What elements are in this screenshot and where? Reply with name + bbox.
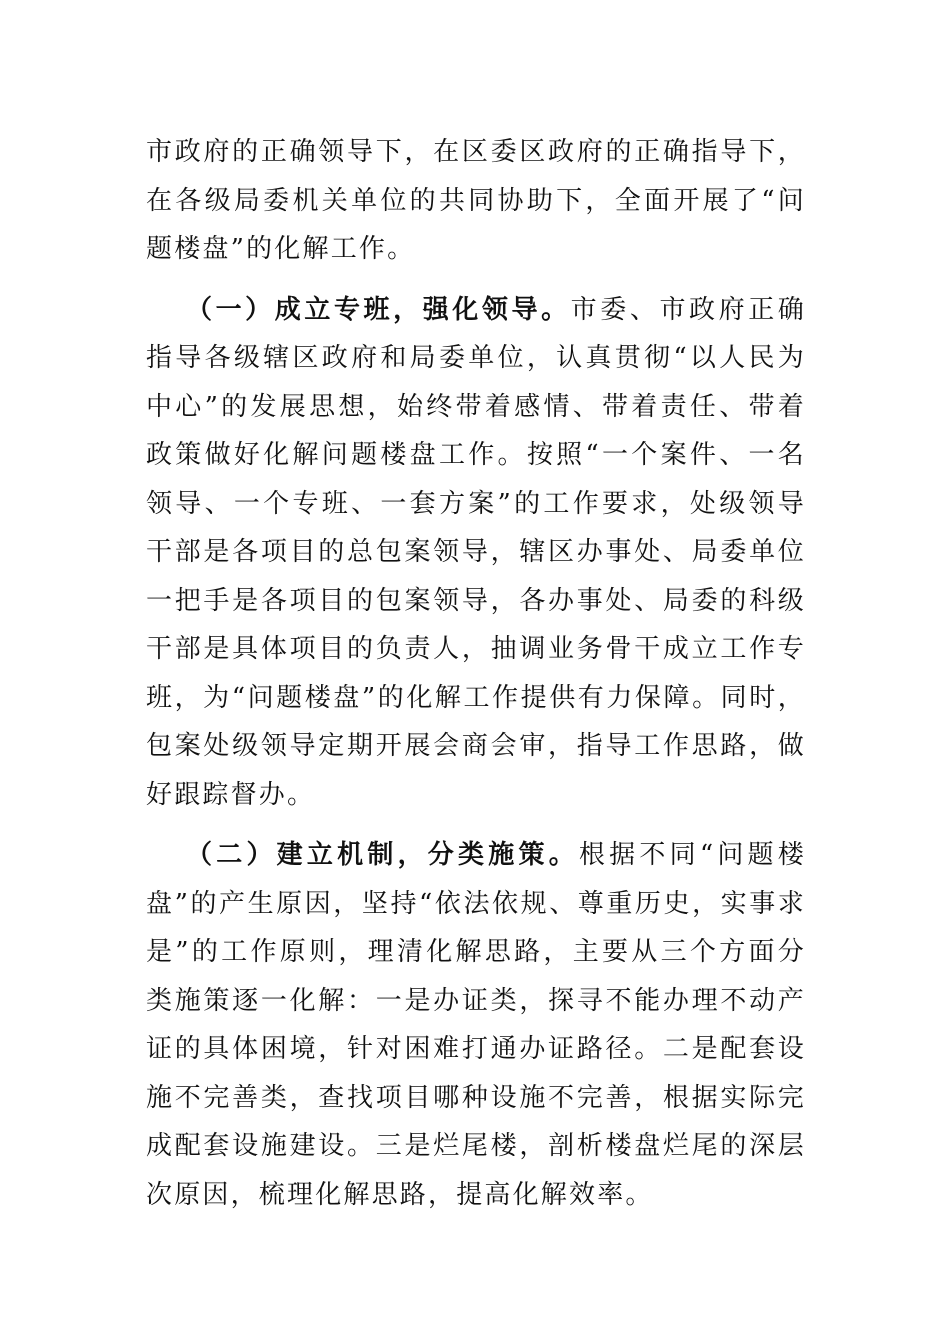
section-1-heading: （一）成立专班，强化领导。 — [186, 294, 571, 325]
section-1-body: 市委、市政府正确指导各级辖区政府和局委单位，认真贯彻“以人民为中心”的发展思想，始终带着感情、带着责任、带着政策做好化解问题楼盘工作。按照“一个案件、一名领导、一个专班、一套方案”的工作要求，处级领导干部是各项目的总包案领导，辖区办事处、局委单位一把手是各项目的包案领导，各办事处、局委的科级干部是具体项目的负责人，抽调业务骨干成立工作专班，为“问题楼盘”的化解工作提供有力保障。同时，包案处级领导定期开展会商会审，指导工作思路，做好跟踪督办。 — [146, 294, 806, 810]
paragraph-section-1 — [146, 286, 806, 820]
paragraph-intro: 市政府的正确领导下，在区委区政府的正确指导下，在各级局委机关单位的共同协助下，全面开展了“问题楼盘”的化解工作。 — [146, 137, 806, 264]
document-page — [146, 128, 806, 1219]
paragraph-section-2 — [146, 831, 806, 1219]
section-2-heading: （二）建立机制，分类施策。 — [186, 840, 579, 870]
section-2-body: 根据不同“问题楼盘”的产生原因，坚持“依法依规、尊重历史，实事求是”的工作原则，理清化解思路，主要从三个方面分类施策逐一化解：一是办证类，探寻不能办理不动产证的具体困境，针对困难打通办证路径。二是配套设施不完善类，查找项目哪种设施不完善，根据实际完成配套设施建设。三是烂尾楼，剖析楼盘烂尾的深层次原因，梳理化解思路，提高化解效率。 — [146, 840, 806, 1210]
